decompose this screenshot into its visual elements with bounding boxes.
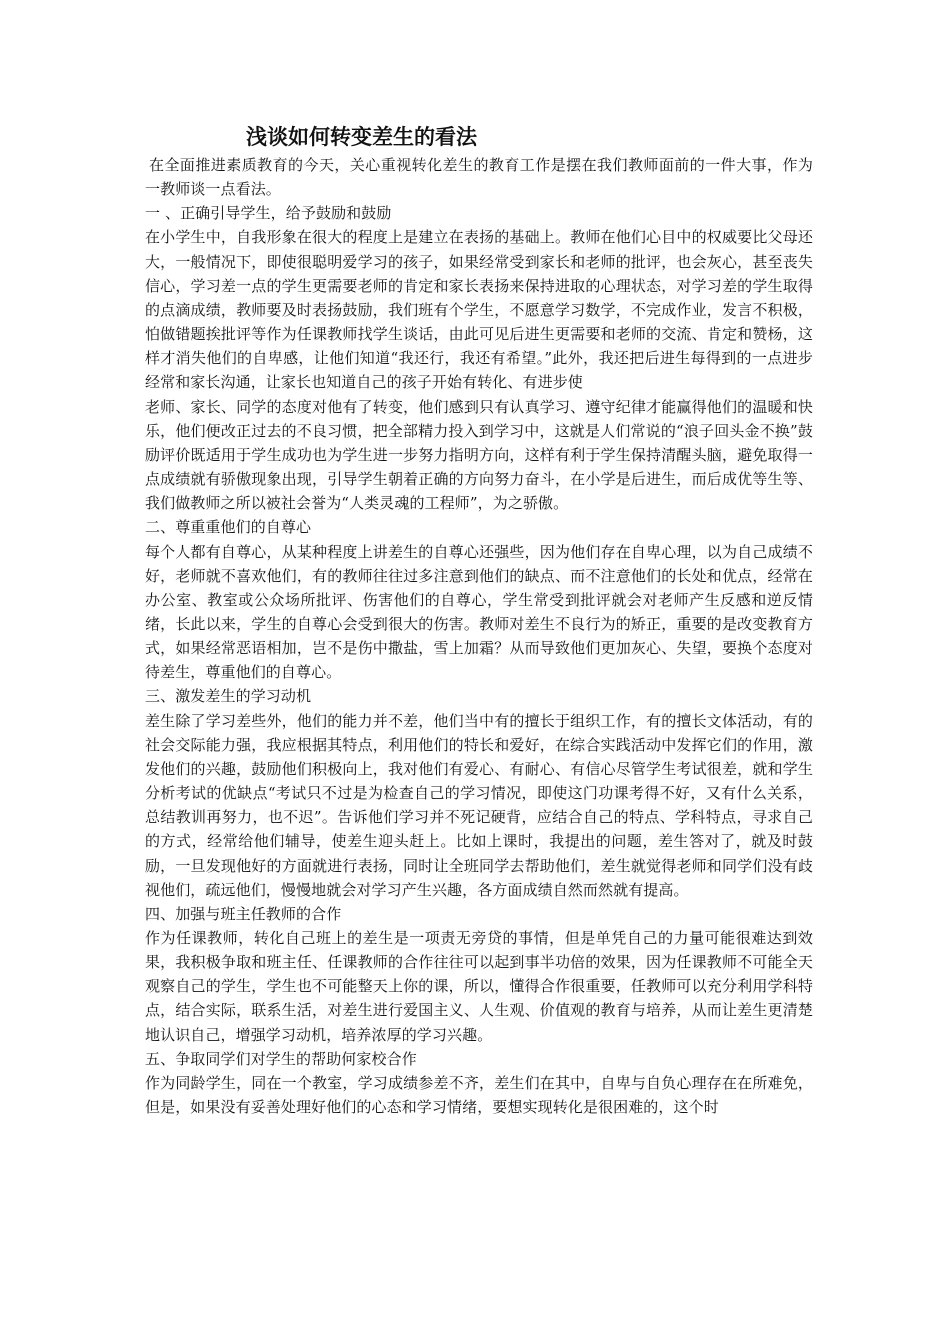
body-paragraph: 作为同龄学生，同在一个教室，学习成绩参差不齐，差生们在其中，自卑与自负心理存在在所难免，但是，如果没有妥善处理好他们的心态和学习情绪，要想实现转化是很困难的，这个时 — [145, 1073, 813, 1117]
body-paragraph: 老师、家长、同学的态度对他有了转变，他们感到只有认真学习、遵守纪律才能赢得他们的温暖和快乐，他们便改正过去的不良习惯，把全部精力投入到学习中，这就是人们常说的“浪子回头金不换”鼓励评价既适用于学生成功也为学生进一步努力指明方向，这样有利于学生保持清醒头脑，避免取得一点成绩就有骄傲现象出现，引导学生朝着正确的方向努力奋斗，在小学是后进生，而后成优等生等、我们做教师之所以被社会誉为“人类灵魂的工程师”，为之骄傲。 — [145, 397, 813, 513]
document-title: 浅谈如何转变差生的看法 — [246, 124, 477, 149]
body-paragraph: 每个人都有自尊心，从某种程度上讲差生的自尊心还强些，因为他们存在自卑心理，以为自己成绩不好，老师就不喜欢他们，有的教师往往过多注意到他们的缺点、而不注意他们的长处和优点，经常在办公室、教室或公众场所批评、伤害他们的自尊心，学生常受到批评就会对老师产生反感和逆反情绪，长此以来，学生的自尊心会受到很大的伤害。教师对差生不良行为的矫正，重要的是改变教育方式，如果经常恶语相加，岂不是伤中撒盐，雪上加霜？从而导致他们更加灰心、失望，要换个态度对待差生，尊重他们的自尊心。 — [145, 542, 813, 682]
document-body — [145, 153, 813, 1119]
section-heading-3: 三、激发差生的学习动机 — [145, 687, 312, 706]
body-paragraph: 作为任课教师，转化自己班上的差生是一项责无旁贷的事情，但是单凭自己的力量可能很难达到效果，我积极争取和班主任、任课教师的合作往往可以起到事半功倍的效果，因为任课教师不可能全天观察自己的学生，学生也不可能整天上你的课，所以，懂得合作很重要，任教师可以充分利用学科特点，结合实际，联系生活，对差生进行爱国主义、人生观、价值观的教育与培养，从而让差生更清楚地认识自己，增强学习动机，培养浓厚的学习兴趣。 — [145, 929, 813, 1044]
section-heading-2: 二、尊重重他们的自尊心 — [145, 518, 312, 537]
intro-paragraph: 在全面推进素质教育的今天，关心重视转化差生的教育工作是摆在我们教师面前的一件大事，作为一教师谈一点看法。 — [145, 156, 813, 199]
section-heading-1: 一 、正确引导学生，给予鼓励和鼓励 — [145, 204, 392, 223]
body-paragraph: 在小学生中，自我形象在很大的程度上是建立在表扬的基础上。教师在他们心目中的权威要比父母还大，一般情况下，即使很聪明爱学习的孩子，如果经常受到家长和老师的批评，也会灰心，甚至丧失信心，学习差一点的学生更需要老师的肯定和家长表扬来保持进取的心理状态，对学习差的学生取得的点滴成绩，教师要及时表扬鼓励，我们班有个学生，不愿意学习数学，不完成作业，发言不积极，怕做错题挨批评等作为任课教师找学生谈话，由此可见后进生更需要和老师的交流、肯定和赞杨，这样才消失他们的自卑感，让他们知道“我还行，我还有希望。”此外，我还把后进生每得到的一点进步经常和家长沟通，让家长也知道自己的孩子开始有转化、有进步使 — [145, 228, 813, 392]
section-heading-5: 五、争取同学们对学生的帮助何家校合作 — [145, 1049, 417, 1068]
section-heading-4: 四、加强与班主任教师的合作 — [145, 904, 342, 923]
body-paragraph: 差生除了学习差些外，他们的能力并不差，他们当中有的擅长于组织工作，有的擅长文体活动，有的社会交际能力强，我应根据其特点，利用他们的特长和爱好，在综合实践活动中发挥它们的作用，激发他们的兴趣，鼓励他们积极向上，我对他们有爱心、有耐心、有信心尽管学生考试很差，就和学生分析考试的优缺点“考试只不过是为检查自己的学习情况，即使这门功课考得不好，又有什么关系，总结教训再努力，也不迟”。告诉他们学习并不死记硬背，应结合自己的特点、学科特点，寻求自己的方式，经常给他们辅导，使差生迎头赶上。比如上课时，我提出的问题，差生答对了，就及时鼓励，一旦发现他好的方面就进行表扬，同时让全班同学去帮助他们，差生就觉得老师和同学们没有歧视他们，疏远他们，慢慢地就会对学习产生兴趣，各方面成绩自然而然就有提高。 — [145, 711, 813, 899]
